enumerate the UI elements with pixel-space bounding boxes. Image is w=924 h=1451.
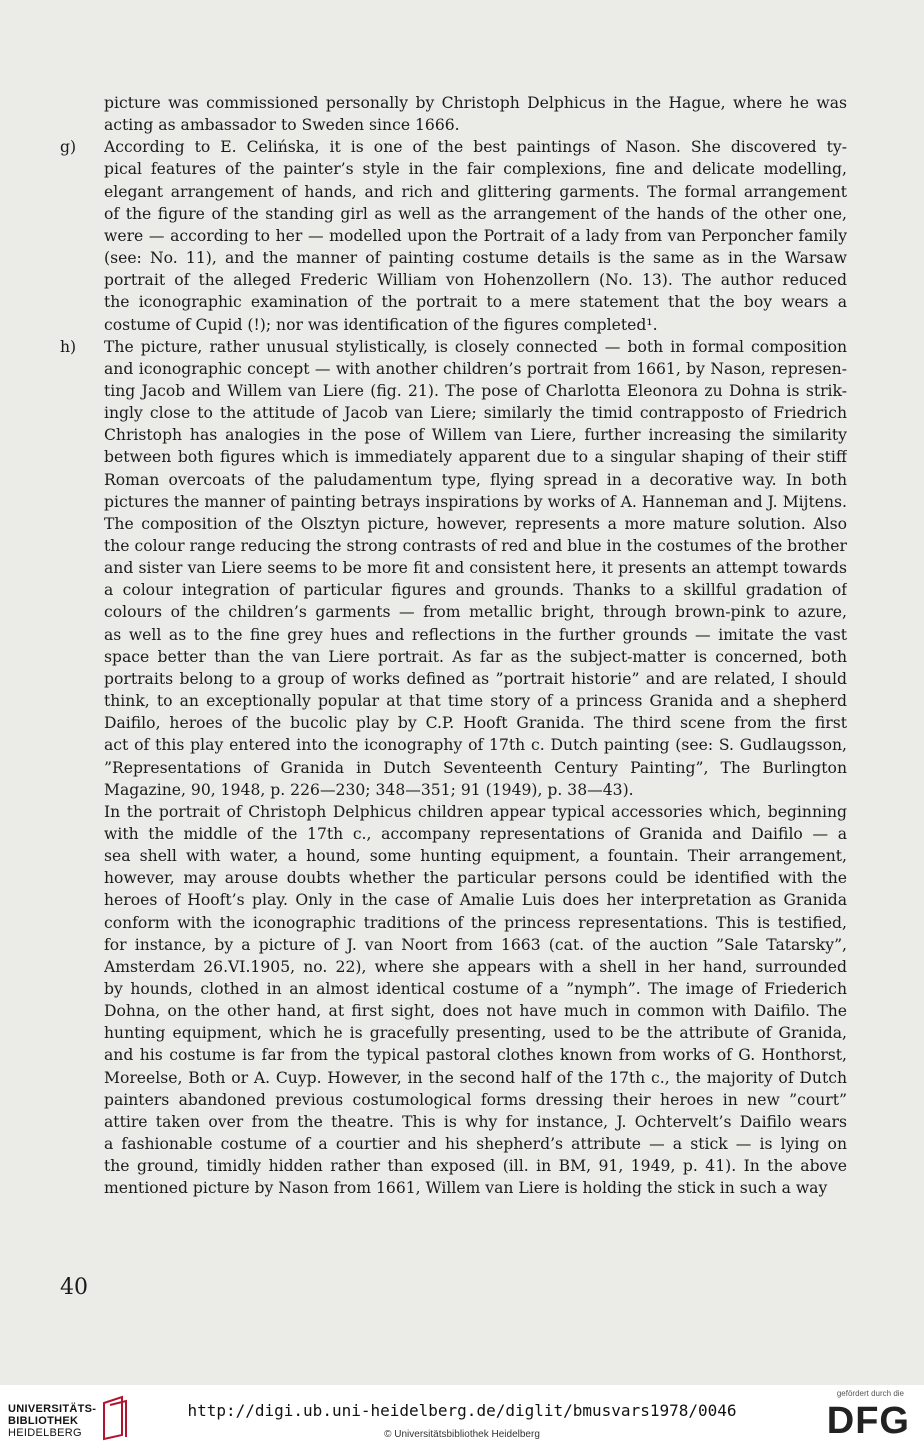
text-line: the ground, timidly hidden rather than exposed (ill. in BM, 91, 1949, p. 41). In the above [104,1157,847,1175]
text-line: conform with the iconographic traditions of the princess representations. This is testified, [104,914,847,932]
text-line: a fashionable costume of a courtier and his shepherd’s attribute — a stick — is lying on [104,1135,847,1153]
library-name-line-1: UNIVERSITÄTS- [8,1403,97,1415]
text-line: by hounds, clothed in an almost identical costume of a ”nymph”. The image of Friederich [104,980,847,998]
text-line: act of this play entered into the iconography of 17th c. Dutch painting (see: S. Gudlaugsson, [104,736,847,754]
text-line: the iconographic examination of the portrait to a mere statement that the boy wears a [104,293,847,311]
text-line: were — according to her — modelled upon the Portrait of a lady from van Perponcher family [104,227,847,245]
text-line: colours of the children’s garments — from metallic bright, through brown-pink to azure, [104,603,847,621]
text-line: between both figures which is immediately apparent due to a singular shaping of their stiff [104,448,847,466]
text-line: mentioned picture by Nason from 1661, Willem van Liere is holding the stick in such a way [104,1179,828,1197]
text-line: Amsterdam 26.VI.1905, no. 22), where she appears with a shell in her hand, surrounded [104,958,847,976]
page-number: 40 [60,1275,88,1300]
text-line: acting as ambassador to Sweden since 1666. [104,116,460,134]
text-line: hunting equipment, which he is gracefully presenting, used to be the attribute of Granida, [104,1024,847,1042]
text-line: attire taken over from the theatre. This is why for instance, J. Ochtervelt’s Daifilo wears [104,1113,847,1131]
text-line: heroes of Hooft’s play. Only in the case of Amalie Luis does her interpretation as Granida [104,891,847,909]
text-line: According to E. Celińska, it is one of the best paintings of Nason. She discovered ty- [104,138,847,156]
text-line: for instance, by a picture of J. van Noort from 1663 (cat. of the auction ”Sale Tatarsky”, [104,936,847,954]
text-line: and sister van Liere seems to be more fit and consistent here, it presents an attempt towards [104,559,847,577]
text-line: painters abandoned previous costumological forms dressing their heroes in new ”court” [104,1091,847,1109]
text-line: Dohna, on the other hand, at first sight, does not have much in common with Daifilo. The [104,1002,847,1020]
text-line: and iconographic concept — with another children’s portrait from 1661, by Nason, represen- [104,360,847,378]
text-line: (see: No. 11), and the manner of painting costume details is the same as in the Warsaw [104,249,847,267]
text-line: ting Jacob and Willem van Liere (fig. 21). The pose of Charlotta Eleonora zu Dohna is strik- [104,382,847,400]
text-line: portrait of the alleged Frederic William von Hohenzollern (No. 13). The author reduced [104,271,847,289]
text-line: sea shell with water, a hound, some hunting equipment, a fountain. Their arrangement, [104,847,847,865]
funding-note: gefördert durch die [836,1389,904,1398]
text-line: portraits belong to a group of works defined as ”portrait historie” and are related, I should [104,670,847,688]
text-line: The picture, rather unusual stylistically, is closely connected — both in formal composition [104,338,847,356]
text-line: ingly close to the attitude of Jacob van Liere; similarly the timid contrapposto of Friedrich [104,404,847,422]
text-line: pictures the manner of painting betrays inspirations by works of A. Hanneman and J. Mijtens. [104,493,847,511]
list-marker: g) [60,138,77,156]
text-line: In the portrait of Christoph Delphicus children appear typical accessories which, beginning [104,803,847,821]
text-line: a colour integration of particular figures and grounds. Thanks to a skillful gradation of [104,581,847,599]
text-line: The composition of the Olsztyn picture, however, represents a more mature solution. Also [104,515,847,533]
text-line: as well as to the fine grey hues and reflections in the further grounds — imitate the vast [104,626,847,644]
text-line: the colour range reducing the strong contrasts of red and blue in the costumes of the brother [104,537,847,555]
list-marker: h) [60,338,77,356]
library-footer [0,1385,924,1451]
dfg-logo: DFG [826,1400,910,1442]
text-line: costume of Cupid (!); nor was identification of the figures completed¹. [104,316,658,334]
text-line: ”Representations of Granida in Dutch Seventeenth Century Painting”, The Burlington [104,759,847,777]
text-line: however, may arouse doubts whether the particular persons could be identified with the [104,869,847,887]
text-line: pical features of the painter’s style in the fair complexions, fine and delicate modelling, [104,160,847,178]
library-name-line-2: BIBLIOTHEK [8,1415,79,1427]
text-line: think, to an exceptionally popular at that time story of a princess Granida and a shepherd [104,692,847,710]
text-line: and his costume is far from the typical pastoral clothes known from works of G. Honthorst, [104,1046,847,1064]
text-line: of the figure of the standing girl as well as the arrangement of the hands of the other one, [104,205,847,223]
text-line: Christoph has analogies in the pose of Willem van Liere, further increasing the similarity [104,426,847,444]
text-line: picture was commissioned personally by Christoph Delphicus in the Hague, where he was [104,94,847,112]
text-line: Roman overcoats of the paludamentum type, flying spread in a decorative way. In both [104,471,847,489]
text-line: Magazine, 90, 1948, p. 226—230; 348—351; 91 (1949), p. 38—43). [104,781,634,799]
text-line: elegant arrangement of hands, and rich and glittering garments. The formal arrangement [104,183,847,201]
library-name-line-3: HEIDELBERG [8,1427,82,1439]
text-line: with the middle of the 17th c., accompany representations of Granida and Daifilo — a [104,825,847,843]
copyright-notice: © Universitätsbibliothek Heidelberg [384,1429,540,1440]
permalink-url[interactable]: http://digi.ub.uni-heidelberg.de/diglit/bmusvars1978/0046 [187,1401,737,1420]
text-line: Daifilo, heroes of the bucolic play by C.P. Hooft Granida. The third scene from the first [104,714,847,732]
text-line: Moreelse, Both or A. Cuyp. However, in the second half of the 17th c., the majority of Dutch [104,1069,847,1087]
text-line: space better than the van Liere portrait. As far as the subject-matter is concerned, both [104,648,847,666]
